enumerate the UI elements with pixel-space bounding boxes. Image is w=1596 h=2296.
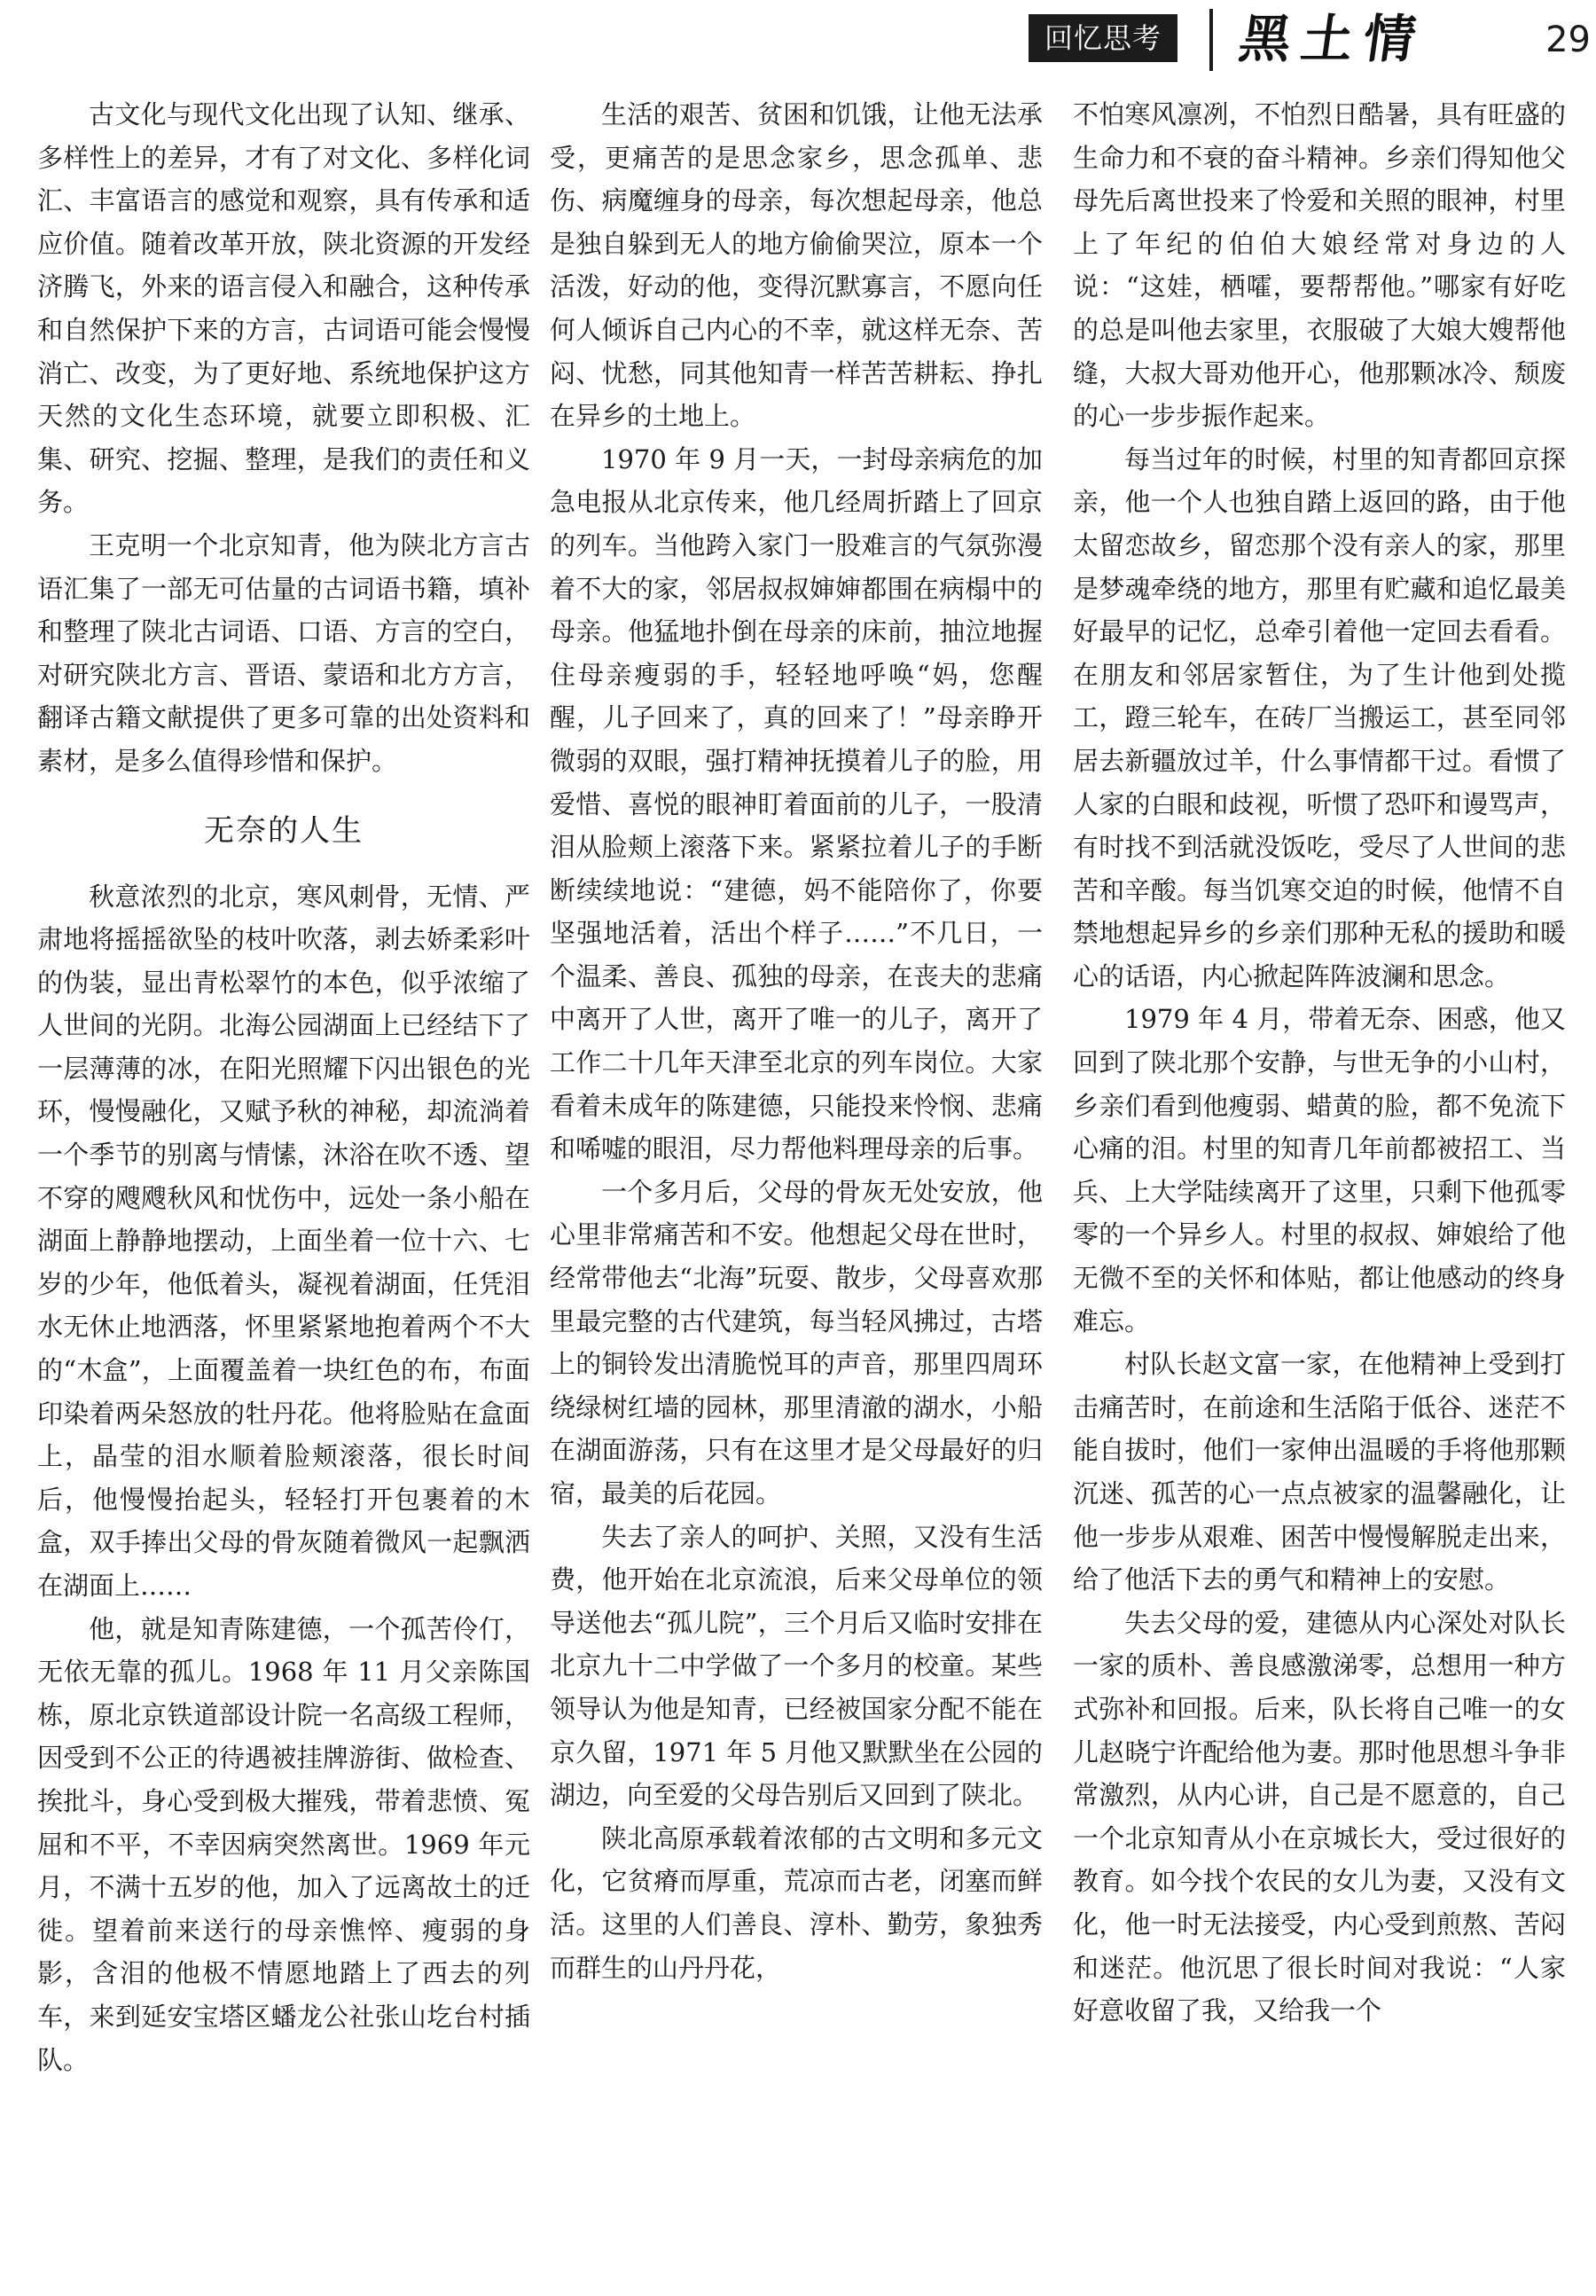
text-column-1: [37, 93, 530, 2081]
page-number: 29: [1545, 20, 1591, 60]
page-header: [1029, 9, 1596, 71]
text-column-2: [550, 93, 1043, 1989]
section-subheading: 无奈的人生: [204, 812, 364, 849]
paragraph: 王克明一个北京知青，他为陕北方言古语汇集了一部无可估量的古词语书籍，填补和整理了陕北古词语、口语、方言的空白，对研究陕北方言、晋语、蒙语和北方方言，翻译古籍文献提供了更多可靠的出处资料和素材，是多么值得珍惜和保护。: [37, 529, 530, 776]
paragraph: 不怕寒风凛冽，不怕烈日酷暑，具有旺盛的生命力和不衰的奋斗精神。乡亲们得知他父母先后离世投来了怜爱和关照的眼神，村里上了年纪的伯伯大娘经常对身边的人说：“这娃，栖嚯，要帮帮他。”哪家有好吃的总是叫他去家里，衣服破了大娘大嫂帮他缝，大叔大哥劝他开心，他那颗冰冷、颓废的心一步步振作起来。: [1073, 99, 1566, 432]
paragraph: 村队长赵文富一家，在他精神上受到打击痛苦时，在前途和生活陷于低谷、迷茫不能自拔时，他们一家伸出温暖的手将他那颗沉迷、孤苦的心一点点被家的温馨融化，让他一步步从艰难、困苦中慢慢解脱走出来，给了他活下去的勇气和精神上的安慰。: [1073, 1349, 1566, 1595]
paragraph: 古文化与现代文化出现了认知、继承、多样性上的差异，才有了对文化、多样化词汇、丰富语言的感觉和观察，具有传承和适应价值。随着改革开放，陕北资源的开发经济腾飞，外来的语言侵入和融合，这种传承和自然保护下来的方言，古词语可能会慢慢消亡、改变，为了更好地、系统地保护这方天然的文化生态环境，就要立即积极、汇集、研究、挖掘、整理，是我们的责任和义务。: [37, 99, 530, 518]
section-tag: 回忆思考: [1029, 14, 1177, 62]
paragraph: 生活的艰苦、贫困和饥饿，让他无法承受，更痛苦的是思念家乡，思念孤单、悲伤、病魔缠身的母亲，每次想起母亲，他总是独自躲到无人的地方偷偷哭泣，原本一个活泼，好动的他，变得沉默寡言，不愿向任何人倾诉自己内心的不幸，就这样无奈、苦闷、忧愁，同其他知青一样苦苦耕耘、挣扎在异乡的土地上。: [550, 99, 1043, 432]
paragraph: 失去父母的爱，建德从内心深处对队长一家的质朴、善良感激涕零，总想用一种方式弥补和回报。后来，队长将自己唯一的女儿赵晓宁许配给他为妻。那时他思想斗争非常激烈，从内心讲，自己是不愿意的，自己一个北京知青从小在京城长大，受过很好的教育。如今找个农民的女儿为妻，又没有文化，他一时无法接受，内心受到煎熬、苦闷和迷茫。他沉思了很长时间对我说：“人家好意收留了我，又给我一个: [1073, 1607, 1566, 2026]
paragraph: 他，就是知青陈建德，一个孤苦伶仃，无依无靠的孤儿。1968 年 11 月父亲陈国栋，原北京铁道部设计院一名高级工程师，因受到不公正的待遇被挂牌游街、做检查、挨批斗，身心受到极大摧残，带着悲愤、冤屈和不平，不幸因病突然离世。1969 年元月，不满十五岁的他，加入了远离故土的迁徙。望着前来送行的母亲憔悴、瘦弱的身影，含泪的他极不情愿地踏上了西去的列车，来到延安宝塔区蟠龙公社张山圪台村插队。: [37, 1613, 530, 2075]
paragraph: 1970 年 9 月一天，一封母亲病危的加急电报从北京传来，他几经周折踏上了回京的列车。当他跨入家门一股难言的气氛弥漫着不大的家，邻居叔叔婶婶都围在病榻中的母亲。他猛地扑倒在母亲的床前，抽泣地握住母亲瘦弱的手，轻轻地呼唤“妈，您醒醒，儿子回来了，真的回来了！”母亲睁开微弱的双眼，强打精神抚摸着儿子的脸，用爱惜、喜悦的眼神盯着面前的儿子，一股清泪从脸颊上滚落下来。紧紧拉着儿子的手断断续续地说：“建德，妈不能陪你了，你要坚强地活着，活出个样子……”不几日，一个温柔、善良、孤独的母亲，在丧夫的悲痛中离开了人世，离开了唯一的儿子，离开了工作二十几年天津至北京的列车岗位。大家看着未成年的陈建德，只能投来怜悯、悲痛和唏嘘的眼泪，尽力帮他料理母亲的后事。: [550, 443, 1043, 1164]
paragraph: 秋意浓烈的北京，寒风刺骨，无情、严肃地将摇摇欲坠的枝叶吹落，剥去娇柔彩叶的伪装，显出青松翠竹的本色，似乎浓缩了人世间的光阴。北海公园湖面上已经结下了一层薄薄的冰，在阳光照耀下闪出银色的光环，慢慢融化，又赋予秋的神秘，却流淌着一个季节的别离与情愫，沐浴在吹不透、望不穿的飕飕秋风和忧伤中，远处一条小船在湖面上静静地摆动，上面坐着一位十六、七岁的少年，他低着头，凝视着湖面，任凭泪水无休止地洒落，怀里紧紧地抱着两个不大的“木盒”，上面覆盖着一块红色的布，布面印染着两朵怒放的牡丹花。他将脸贴在盒面上，晶莹的泪水顺着脸颊滚落，很长时间后，他慢慢抬起头，轻轻打开包裹着的木盒，双手捧出父母的骨灰随着微风一起飘洒在湖面上……: [37, 881, 530, 1601]
paragraph: 每当过年的时候，村里的知青都回京探亲，他一个人也独自踏上返回的路，由于他太留恋故乡，留恋那个没有亲人的家，那里是梦魂牵绕的地方，那里有贮藏和追忆最美好最早的记忆，总牵引着他一定回去看看。在朋友和邻居家暂住，为了生计他到处揽工，蹬三轮车，在砖厂当搬运工，甚至同邻居去新疆放过羊，什么事情都干过。看惯了人家的白眼和歧视，听惯了恐吓和谩骂声，有时找不到活就没饭吃，受尽了人世间的悲苦和辛酸。每当饥寒交迫的时候，他情不自禁地想起异乡的乡亲们那种无私的援助和暖心的话语，内心掀起阵阵波澜和思念。: [1073, 443, 1566, 991]
magazine-logo: 黑土情: [1235, 9, 1430, 69]
paragraph: 1979 年 4 月，带着无奈、困惑，他又回到了陕北那个安静，与世无争的小山村，乡亲们看到他瘦弱、蜡黄的脸，都不免流下心痛的泪。村里的知青几年前都被招工、当兵、上大学陆续离开了这里，只剩下他孤零零的一个异乡人。村里的叔叔、婶娘给了他无微不至的关怀和体贴，都让他感动的终身难忘。: [1073, 1004, 1566, 1336]
text-column-3: [1073, 93, 1566, 2033]
paragraph: 陕北高原承载着浓郁的古文明和多元文化，它贫瘠而厚重，荒凉而古老，闭塞而鲜活。这里的人们善良、淳朴、勤劳，象独秀而群生的山丹丹花，: [550, 1822, 1043, 1983]
paragraph: 失去了亲人的呵护、关照，又没有生活费，他开始在北京流浪，后来父母单位的领导送他去“孤儿院”，三个月后又临时安排在北京九十二中学做了一个多月的校童。某些领导认为他是知青，已经被国家分配不能在京久留，1971 年 5 月他又默默坐在公园的湖边，向至爱的父母告别后又回到了陕北。: [550, 1521, 1043, 1811]
header-divider: [1209, 9, 1213, 71]
paragraph: 一个多月后，父母的骨灰无处安放，他心里非常痛苦和不安。他想起父母在世时，经常带他去“北海”玩耍、散步，父母喜欢那里最完整的古代建筑，每当轻风拂过，古塔上的铜铃发出清脆悦耳的声音，那里四周环绕绿树红墙的园林，那里清澈的湖水，小船在湖面游荡，只有在这里才是父母最好的归宿，最美的后花园。: [550, 1176, 1043, 1508]
